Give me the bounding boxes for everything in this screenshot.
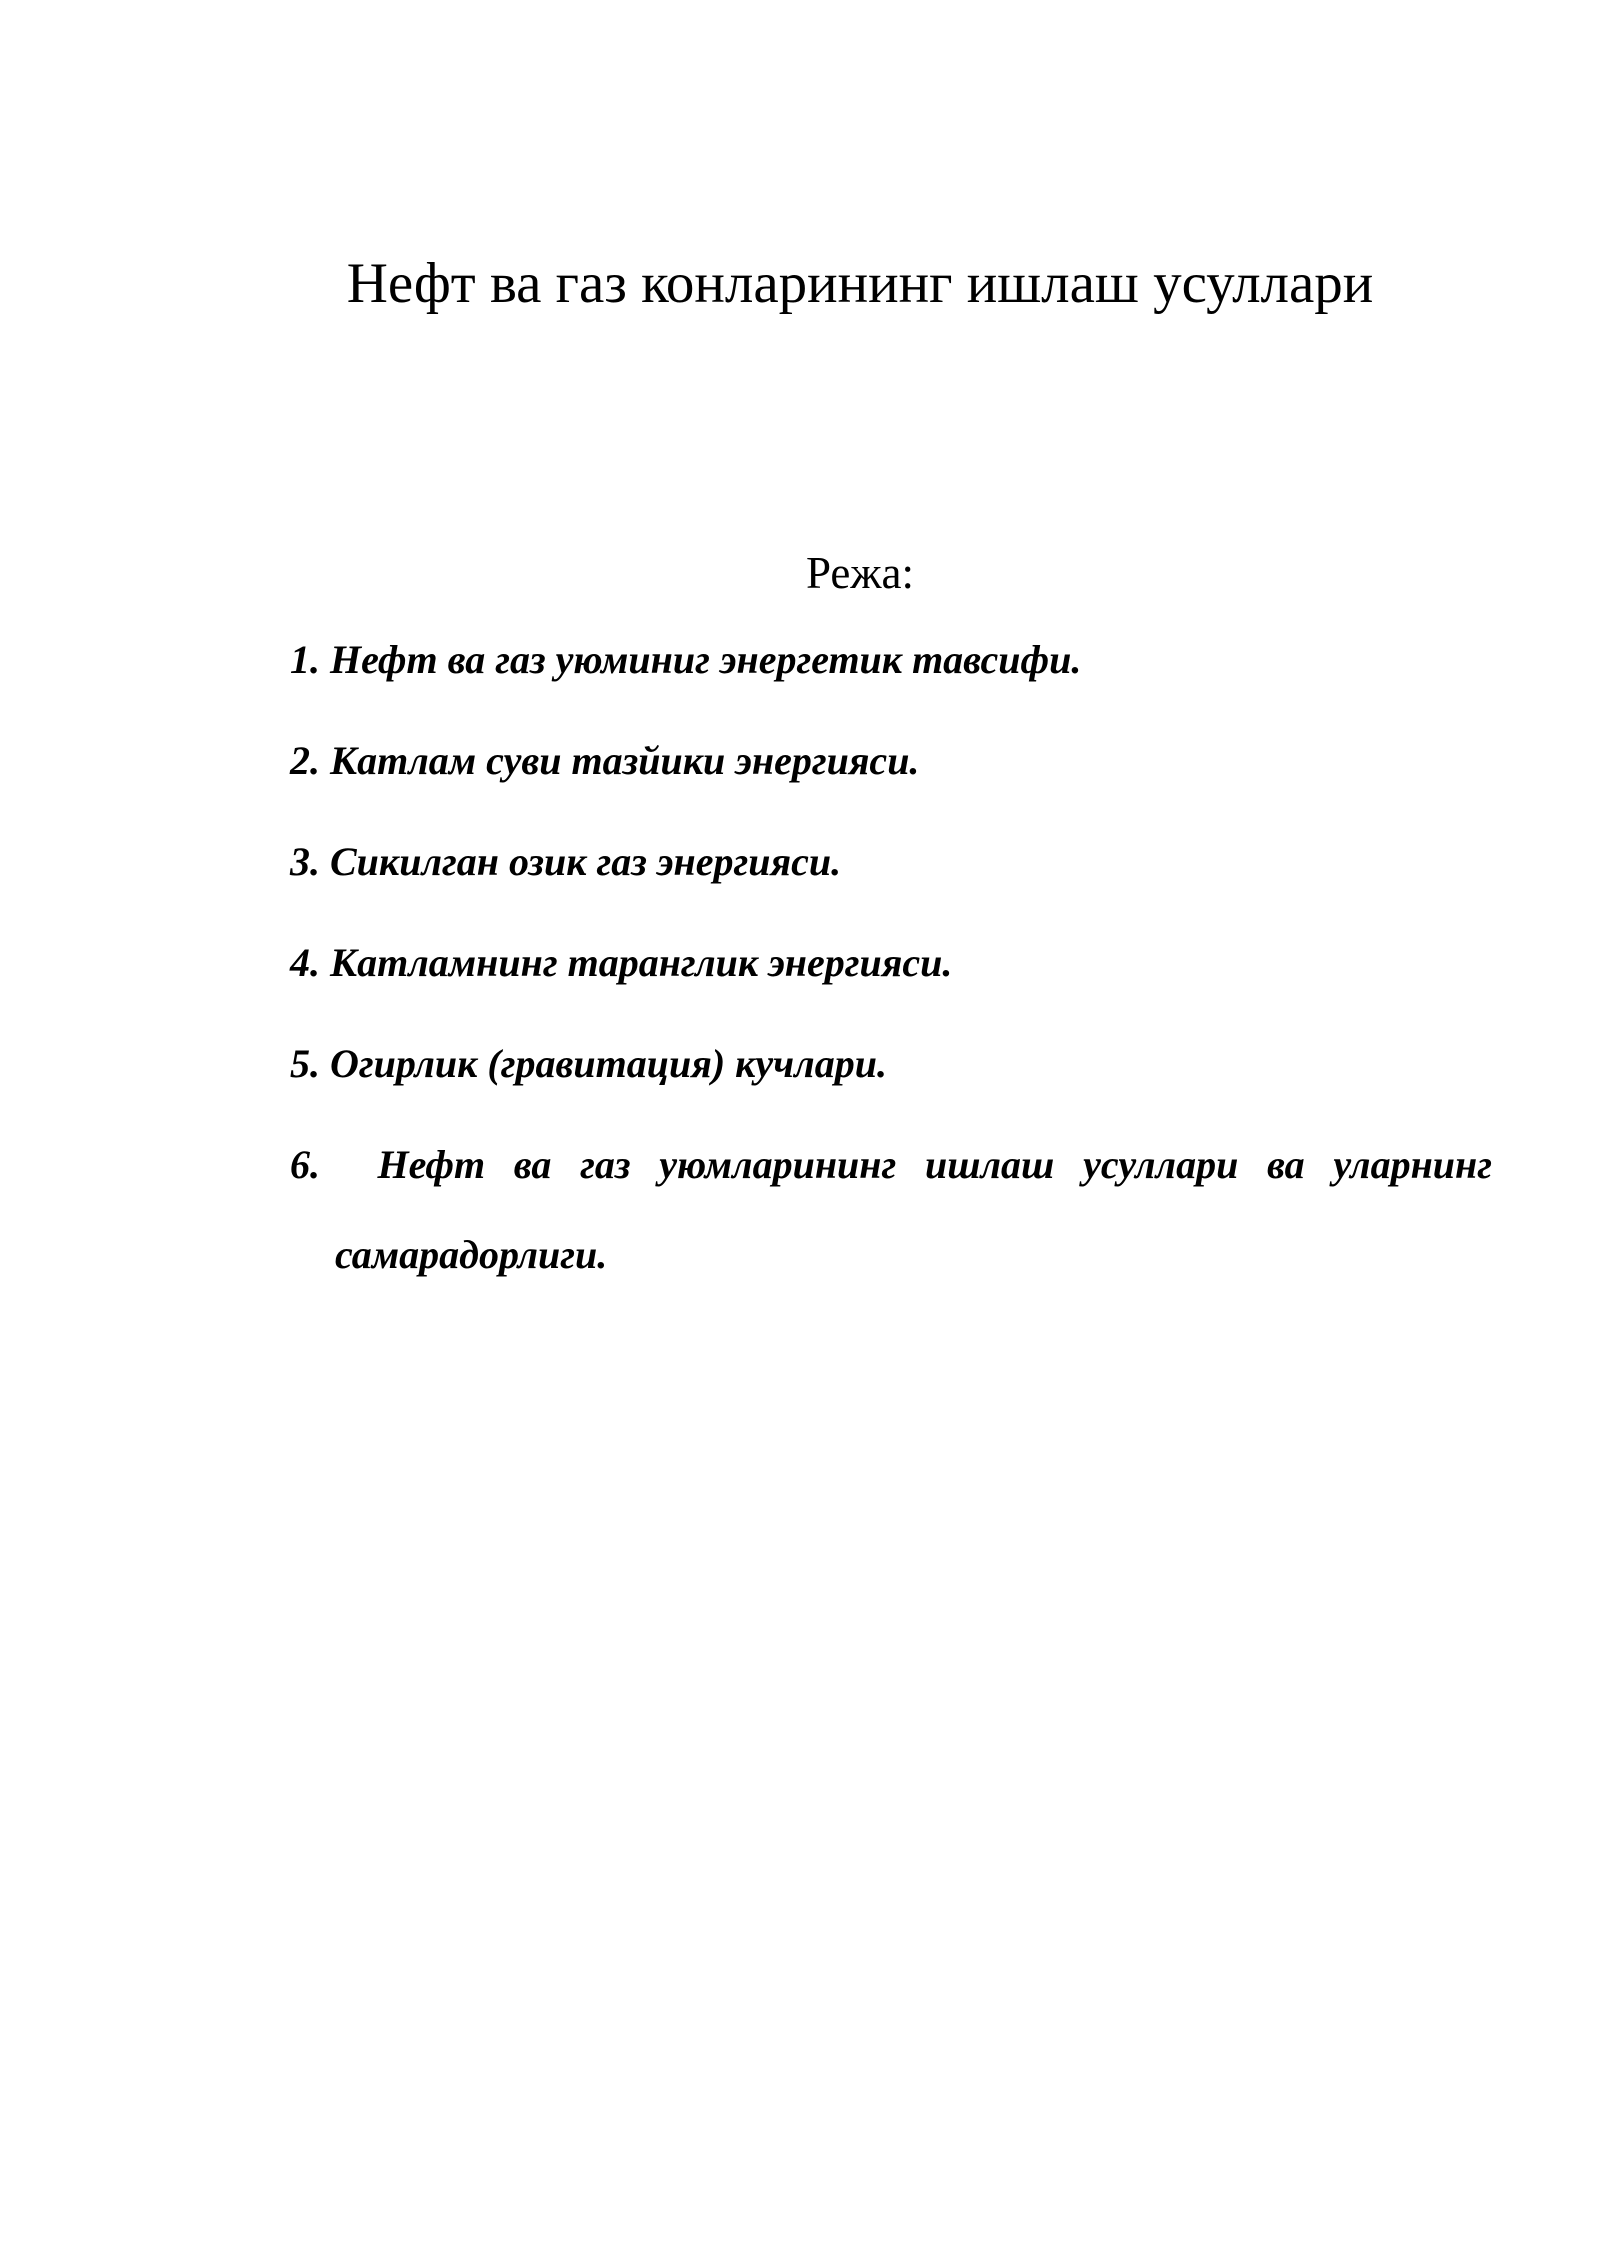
plan-item-number: 1. bbox=[290, 637, 320, 682]
plan-item-text: Огирлик (гравитация) кучлари. bbox=[330, 1041, 887, 1086]
plan-item bbox=[290, 637, 1492, 682]
plan-item-text: Сикилган озик газ энергияси. bbox=[330, 839, 842, 884]
plan-item bbox=[290, 738, 1492, 783]
plan-item-text: Нефт ва газ уюмларининг ишлаш усуллари ва уларнинг самарадорлиги. bbox=[335, 1142, 1492, 1277]
plan-item-number: 6. bbox=[290, 1142, 320, 1187]
plan-item-text: Нефт ва газ уюминиг энергетик тавсифи. bbox=[330, 637, 1082, 682]
plan-item-number: 2. bbox=[290, 738, 320, 783]
plan-heading: Режа: bbox=[806, 548, 914, 598]
plan-item bbox=[290, 839, 1492, 884]
plan-item-text: Катлам суви тазйики энергияси. bbox=[330, 738, 920, 783]
plan-item bbox=[290, 1041, 1492, 1086]
plan-item bbox=[290, 940, 1492, 985]
plan-item-number: 3. bbox=[290, 839, 320, 884]
plan-item-number: 4. bbox=[290, 940, 320, 985]
plan-item-number: 5. bbox=[290, 1041, 320, 1086]
plan-item-wrap bbox=[290, 1120, 1492, 1300]
plan-item bbox=[290, 1120, 1492, 1300]
document-title: Нефт ва газ конларининг ишлаш усуллари bbox=[346, 252, 1374, 315]
plan-item-text: Катламнинг таранглик энергияси. bbox=[330, 940, 953, 985]
plan-list bbox=[290, 637, 1492, 1361]
